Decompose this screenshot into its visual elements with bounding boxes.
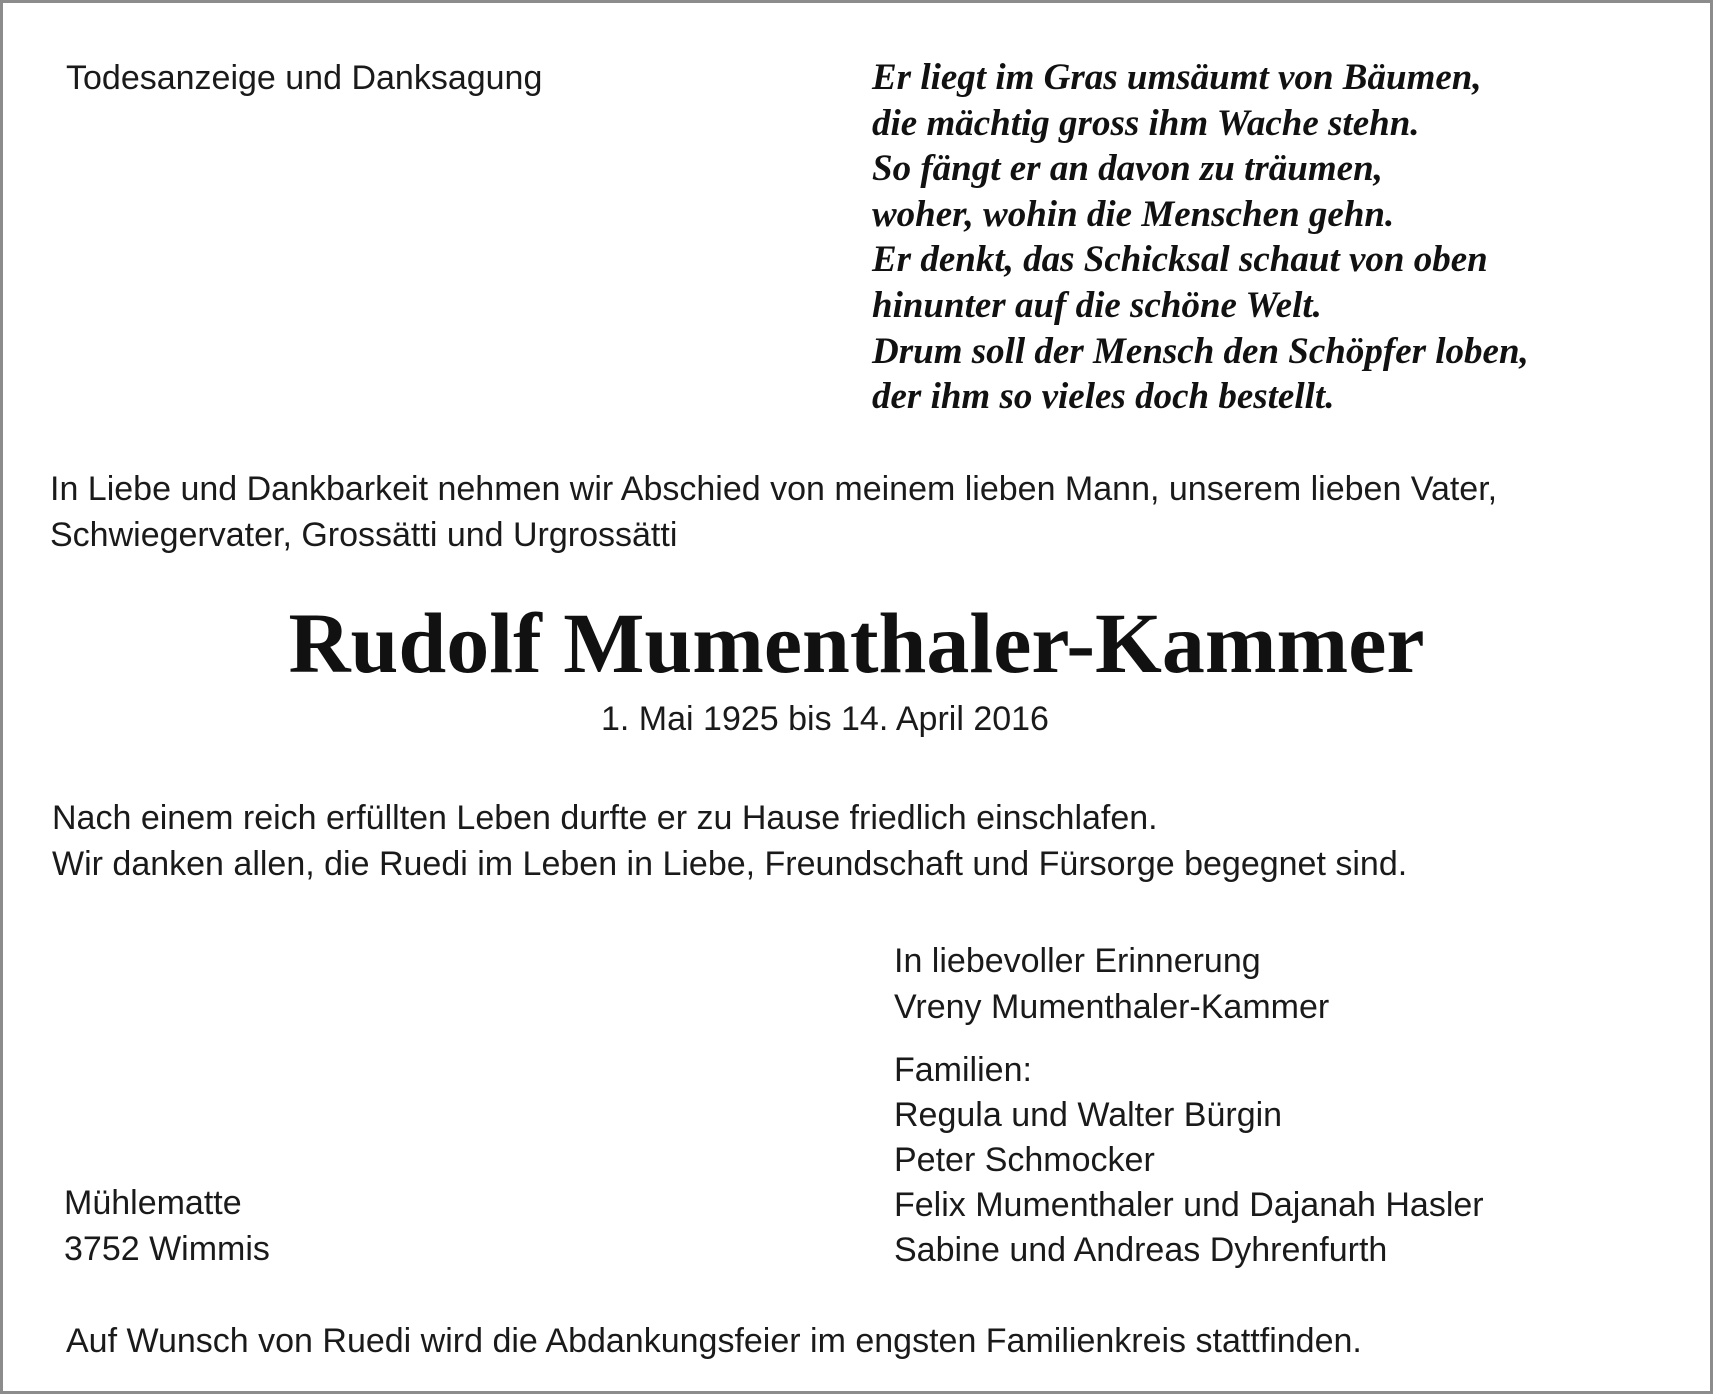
spouse-name: Vreny Mumenthaler-Kammer [894,988,1330,1026]
poem [872,55,1529,420]
address-street: Mühlematte [64,1184,242,1222]
families-block [894,1048,1484,1273]
address-block [64,1180,270,1272]
memory-block [894,938,1329,1030]
poem-line: der ihm so vieles doch bestellt. [872,376,1335,418]
family-member: Regula und Walter Bürgin [894,1096,1283,1134]
address-city: 3752 Wimmis [64,1230,270,1268]
notice-heading: Todesanzeige und Danksagung [66,59,543,97]
family-member: Sabine und Andreas Dyhrenfurth [894,1231,1388,1269]
poem-line: Er liegt im Gras umsäumt von Bäumen, [872,57,1482,98]
deceased-name: Rudolf Mumenthaler-Kammer [288,595,1425,691]
families-label: Familien: [894,1051,1032,1089]
poem-line: woher, wohin die Menschen gehn. [872,193,1395,235]
poem-line: Er denkt, das Schicksal schaut von oben [872,239,1488,281]
poem-line: hinunter auf die schöne Welt. [872,284,1322,326]
intro-line: Schwiegervater, Grossätti und Urgrossätti [50,516,678,554]
intro-line: In Liebe und Dankbarkeit nehmen wir Abschied von meinem lieben Mann, unserem lieben Vater, [50,470,1498,508]
body-text [52,795,1407,887]
family-member: Peter Schmocker [894,1141,1155,1179]
life-dates: 1. Mai 1925 bis 14. April 2016 [601,700,1049,738]
poem-line: So fängt er an davon zu träumen, [872,148,1383,190]
intro-text [50,466,1497,558]
closing-note: Auf Wunsch von Ruedi wird die Abdankungsfeier im engsten Familienkreis stattfinden. [66,1322,1362,1360]
body-line: Wir danken allen, die Ruedi im Leben in Liebe, Freundschaft und Fürsorge begegnet sind. [52,845,1408,883]
memory-label: In liebevoller Erinnerung [894,942,1261,980]
family-member: Felix Mumenthaler und Dajanah Hasler [894,1186,1484,1224]
poem-line: die mächtig gross ihm Wache stehn. [872,102,1420,144]
body-line: Nach einem reich erfüllten Leben durfte er zu Hause friedlich einschlafen. [52,799,1158,837]
poem-line: Drum soll der Mensch den Schöpfer loben, [872,330,1529,372]
